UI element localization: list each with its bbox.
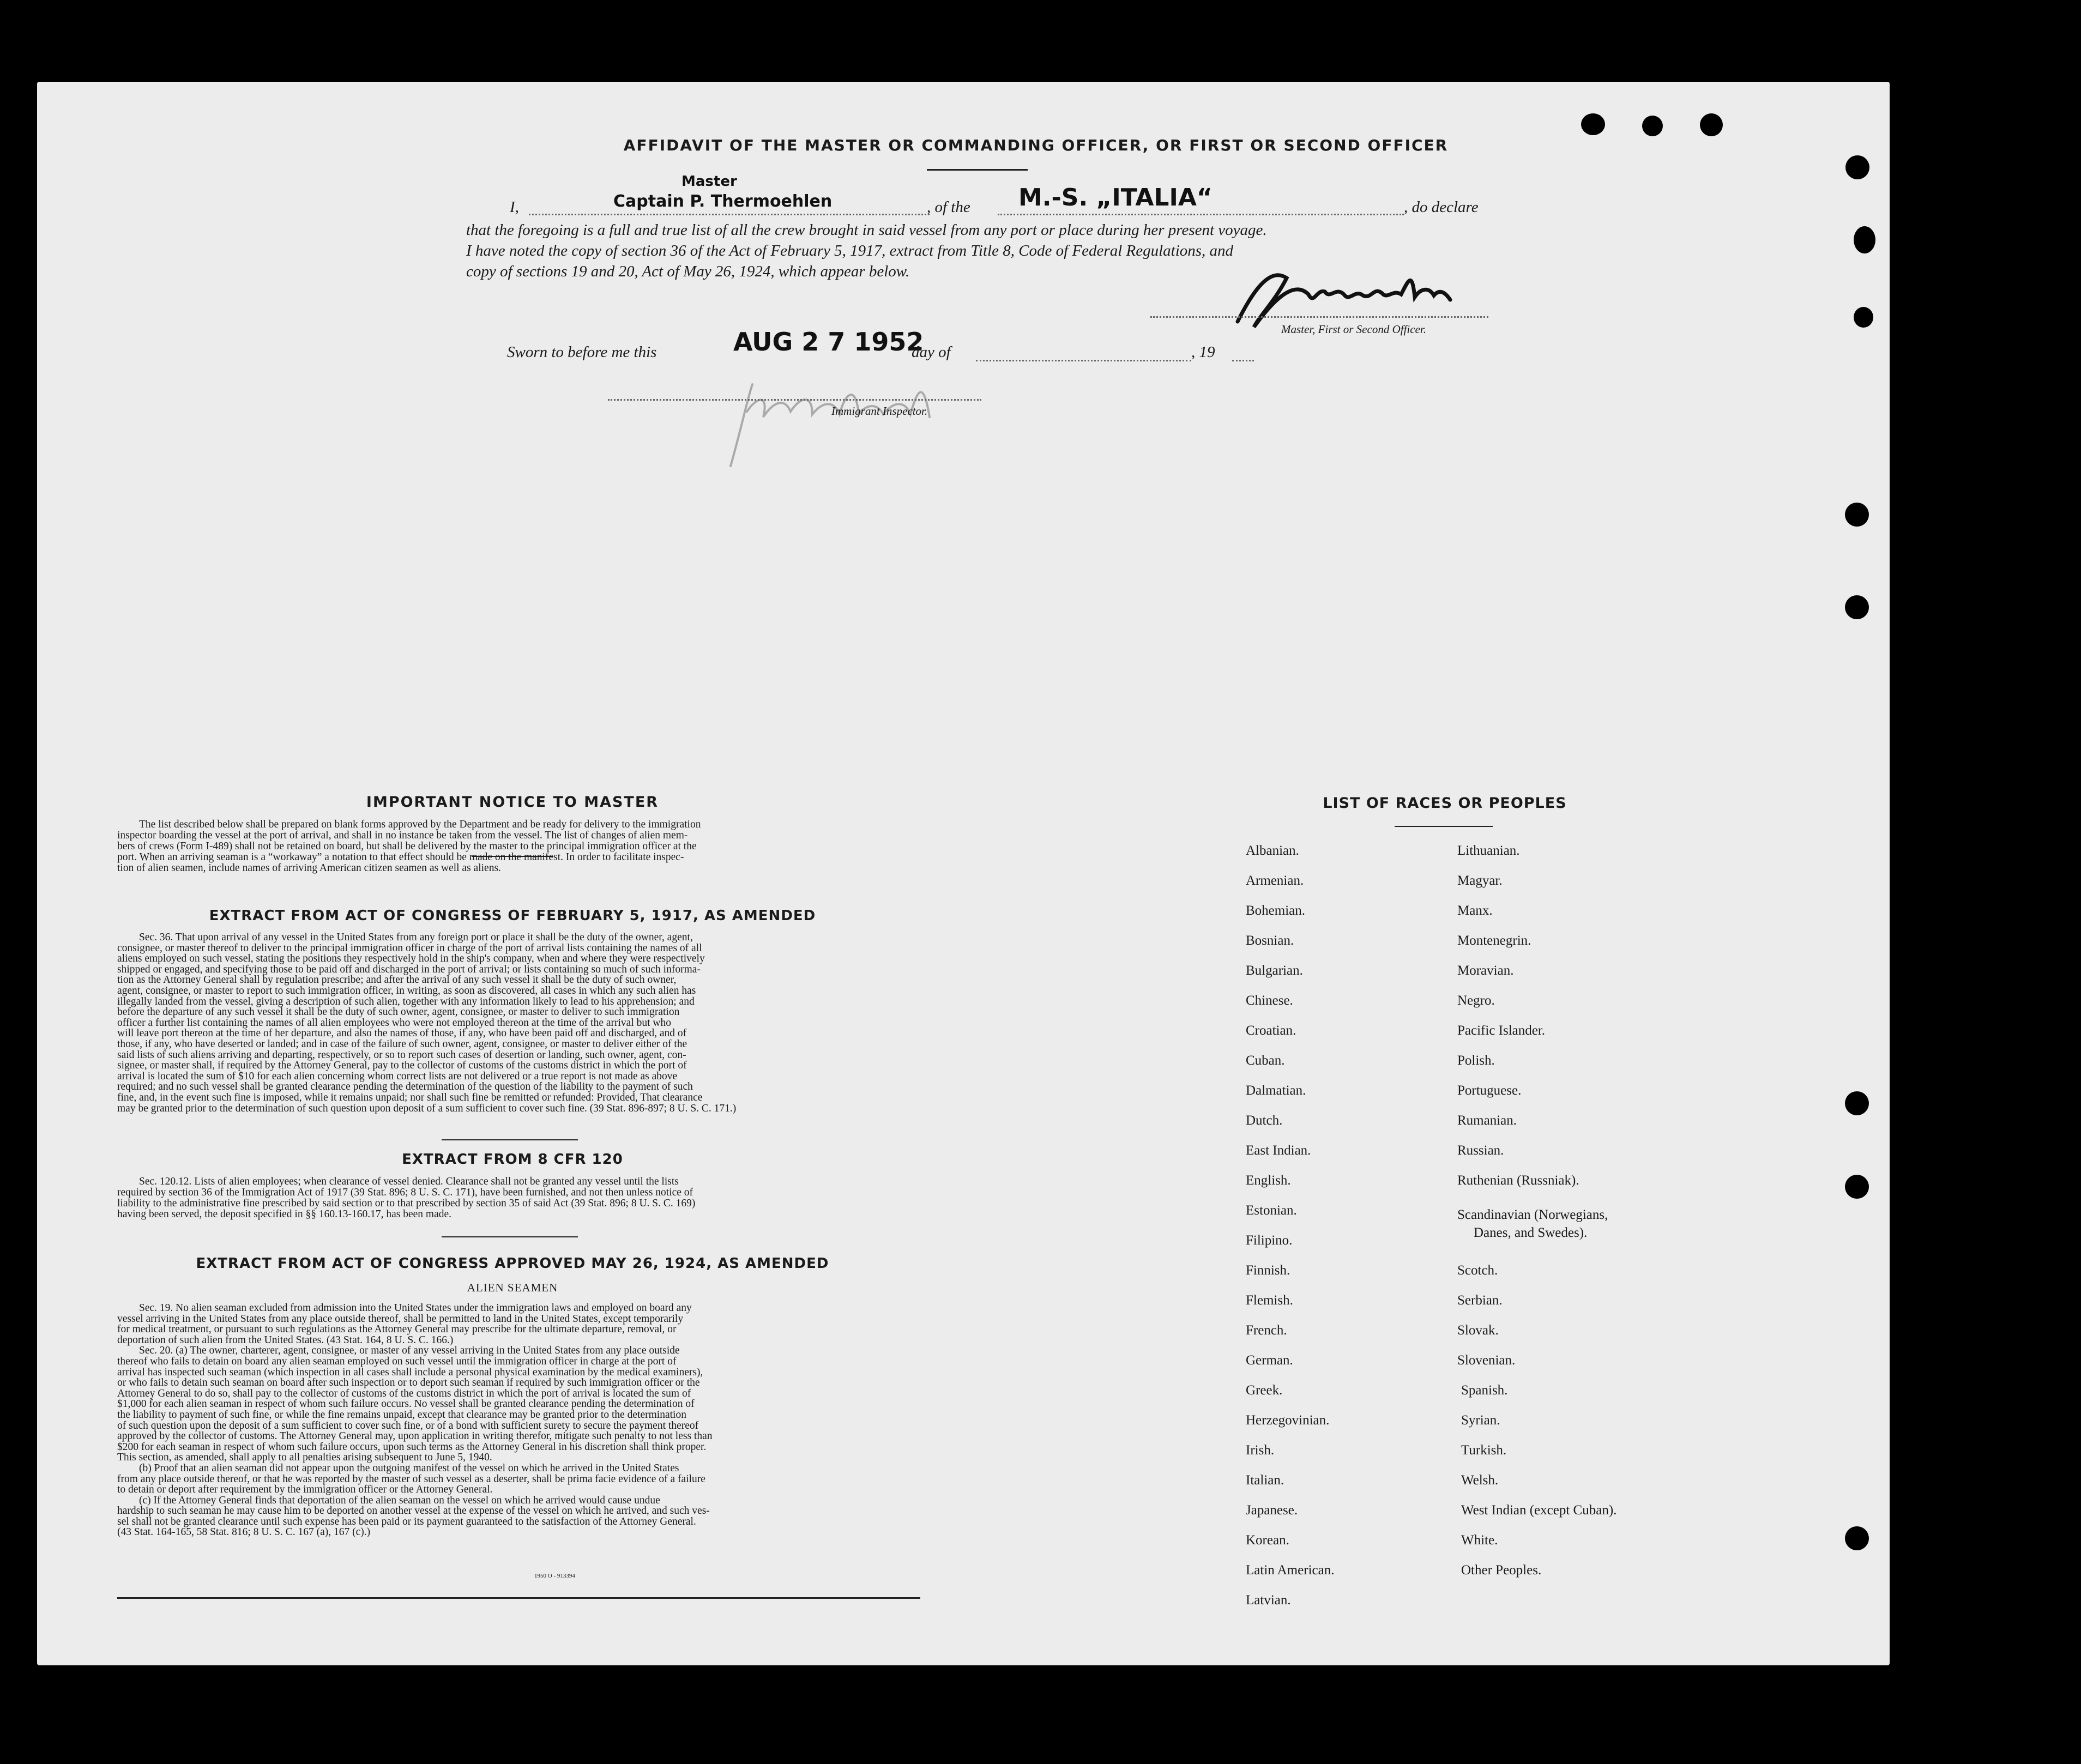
punch-hole <box>1845 595 1869 619</box>
extract-line: agent, consignee, or master to report to such immigration officer, in writing, as soon as discovered, all cases in which any such alien has <box>117 984 696 996</box>
race-item: Dutch. <box>1246 1113 1283 1128</box>
extract-line: This section, as amended, shall apply to all penalties arising subsequent to June 5, 1940. <box>117 1452 492 1464</box>
punch-hole <box>1845 1526 1869 1550</box>
extract-cfr-text <box>117 1176 919 1220</box>
year-label: , 19 <box>1191 343 1215 361</box>
signature-line <box>1150 316 1488 318</box>
month-line <box>976 360 1191 361</box>
sworn-date-stamp: AUG 2 7 1952 <box>733 327 924 357</box>
race-item: Chinese. <box>1246 993 1293 1008</box>
race-item: Slovak. <box>1457 1323 1499 1338</box>
extract-line: the liability to payment of such fine, or while the fine remains unpaid, except that clearance may be granted prior to the determination <box>117 1409 686 1421</box>
extract-line: officer a further list containing the names of all alien employees who were not employed thereon at the time of the arrival but who <box>117 1017 672 1029</box>
race-item: Magyar. <box>1457 873 1503 888</box>
race-item: Cuban. <box>1246 1053 1285 1068</box>
extract-1917-text <box>117 932 919 1114</box>
race-item: Armenian. <box>1246 873 1304 888</box>
race-item: Welsh. <box>1461 1473 1499 1488</box>
extract-1924-title: EXTRACT FROM ACT OF CONGRESS APPROVED MAY 26, 1924, AS AMENDED <box>196 1255 829 1272</box>
notice-title: IMPORTANT NOTICE TO MASTER <box>366 794 659 811</box>
ink-blot <box>1700 113 1723 136</box>
race-item: Herzegovinian. <box>1246 1413 1330 1428</box>
extract-line: (b) Proof that an alien seaman did not appear upon the outgoing manifest of the vessel on which he arrived in the United States <box>139 1462 679 1474</box>
of-the-label: , of the <box>927 198 970 216</box>
extract-line: having been served, the deposit specified in §§ 160.13-160.17, has been made. <box>117 1209 452 1220</box>
vessel-name-stamp: M.-S. „ITALIA“ <box>1018 184 1213 212</box>
race-item: Danes, and Swedes). <box>1474 1225 1588 1240</box>
year-line <box>1232 360 1254 361</box>
extract-line: fine, and, in the event such fine is imposed, while it remains unpaid; nor shall such fine be remitted or refunded: Provided, That clearance <box>117 1091 703 1103</box>
extract-line: for medical treatment, or pursuant to such regulations as the Attorney General may prescribe for the ultimate departure, removal, or <box>117 1324 677 1336</box>
race-item: Manx. <box>1457 903 1493 918</box>
extract-line: before the departure of any such vessel it shall be the duty of such owner, agent, consignee, or master to deliver to such immigration <box>117 1006 680 1018</box>
race-item: Pacific Islander. <box>1457 1023 1546 1038</box>
races-divider <box>1395 826 1493 827</box>
sworn-label: Sworn to before me this <box>507 343 657 361</box>
race-item: Slovenian. <box>1457 1353 1516 1368</box>
race-item: Ruthenian (Russniak). <box>1457 1173 1579 1188</box>
race-item: Rumanian. <box>1457 1113 1517 1128</box>
extract-line: arrival is located the sum of $10 for each alien concerning whom correct lists are not delivered or a true report is not made as above <box>117 1070 678 1082</box>
extract-line: Sec. 120.12. Lists of alien employees; when clearance of vessel denied. Clearance shall not be granted any vessel until the lists <box>139 1176 679 1187</box>
race-item: Moravian. <box>1457 963 1514 978</box>
extract-line: Sec. 19. No alien seaman excluded from admission into the United States under the immigration laws and employed on board any <box>139 1302 692 1314</box>
race-item: Russian. <box>1457 1143 1504 1158</box>
race-item: White. <box>1461 1533 1498 1548</box>
bottom-rule <box>117 1597 920 1599</box>
race-item: Dalmatian. <box>1246 1083 1306 1098</box>
extract-1924-text <box>117 1303 919 1538</box>
i-label: I, <box>510 198 519 216</box>
rank-stamp: Master <box>681 173 737 190</box>
ink-blot <box>1642 116 1663 136</box>
extract-1924-subtitle: ALIEN SEAMEN <box>467 1281 558 1294</box>
extract-1917-divider <box>442 1139 578 1140</box>
extract-line: $1,000 for each alien seaman in respect of whom such failure occurs. No vessel shall be granted clearance pending the determination of <box>117 1398 695 1410</box>
race-item: Bohemian. <box>1246 903 1306 918</box>
notice-line: inspector boarding the vessel at the port of arrival, and shall in no instance be taken from the vessel. The list of changes of alien mem- <box>117 830 688 841</box>
extract-line: hardship to such seaman he may cause him to be deported on another vessel at the expense of the vessel on which he arrived, and such ves- <box>117 1505 710 1517</box>
extract-line: illegally landed from the vessel, giving a description of such alien, together with any information likely to lead to his apprehension; and <box>117 995 695 1007</box>
race-item: Other Peoples. <box>1461 1563 1542 1578</box>
extract-line: aliens employed on such vessel, stating the positions they respectively hold in the ship's company, when and where they were respectively <box>117 953 705 965</box>
day-of-label: day of <box>912 343 951 361</box>
declaration-line-2: that the foregoing is a full and true list of all the crew brought in said vessel from any port or place during her present voyage. <box>466 221 1267 239</box>
extract-line: required by section 36 of the Immigration Act of 1917 (39 Stat. 896; 8 U. S. C. 171), have been furnished, and not then unless notice of <box>117 1187 693 1198</box>
race-item: Turkish. <box>1461 1443 1507 1458</box>
punch-hole <box>1845 503 1869 527</box>
race-item: Polish. <box>1457 1053 1495 1068</box>
extract-line: (c) If the Attorney General finds that deportation of the alien seaman on the vessel on which he arrived would cause undue <box>139 1494 660 1506</box>
inspector-caption: Immigrant Inspector. <box>831 404 928 418</box>
extract-line: consignee, or master thereof to deliver to the principal immigration officer in charge of the port of arrival lists containing the names of all <box>117 942 702 954</box>
extract-line: of such question upon the deposit of a sum sufficient to cover such fine, or of a bond with sufficient surety to secure the payment thereof <box>117 1419 699 1431</box>
notice-line: port. When an arriving seaman is a “workaway” a notation to that effect should be made on the manifest. In order to facilitate inspec- <box>117 851 684 863</box>
race-item: Montenegrin. <box>1457 933 1531 948</box>
extract-cfr-divider <box>442 1236 578 1237</box>
extract-line: deportation of such alien from the United States. (43 Stat. 164, 8 U. S. C. 166.) <box>117 1334 454 1346</box>
master-name-stamp: Captain P. Thermoehlen <box>613 192 833 211</box>
race-item: Spanish. <box>1461 1383 1508 1398</box>
race-item: German. <box>1246 1353 1293 1368</box>
declaration-line-3: I have noted the copy of section 36 of the Act of February 5, 1917, extract from Title 8, Code of Federal Regulations, and <box>466 242 1234 259</box>
punch-hole <box>1845 1175 1869 1199</box>
extract-line: said lists of such aliens arriving and departing, respectively, or so to report such cases of desertion or landing, such owner, agent, con- <box>117 1049 686 1061</box>
notice-text <box>117 819 919 874</box>
extract-line: required; and no such vessel shall be granted clearance pending the determination of the question of the liability to the payment of such <box>117 1081 693 1093</box>
punch-hole <box>1854 307 1873 328</box>
race-item: Syrian. <box>1461 1413 1500 1428</box>
race-item: Scotch. <box>1457 1263 1498 1278</box>
race-item: Finnish. <box>1246 1263 1290 1278</box>
race-item: Latvian. <box>1246 1593 1291 1608</box>
notice-line: bers of crews (Form I-489) shall not be retained on board, but shall be delivered by the master to the principal immigration officer at the <box>117 841 697 852</box>
race-item: East Indian. <box>1246 1143 1311 1158</box>
notice-line: The list described below shall be prepared on blank forms approved by the Department and be ready for delivery to the immigration <box>139 819 701 830</box>
extract-line: approved by the collector of customs. The Attorney General may, upon application in writing therefor, mitigate such penalty to not less than <box>117 1430 713 1442</box>
race-item: Serbian. <box>1457 1293 1503 1308</box>
race-item: Flemish. <box>1246 1293 1293 1308</box>
extract-line: (43 Stat. 164-165, 58 Stat. 816; 8 U. S. C. 167 (a), 167 (c).) <box>117 1526 371 1538</box>
extract-line: Sec. 20. (a) The owner, charterer, agent, consignee, or master of any vessel arriving in the United States from any place outside <box>139 1345 680 1357</box>
race-item: Portuguese. <box>1457 1083 1522 1098</box>
race-item: Scandinavian (Norwegians, <box>1457 1207 1608 1222</box>
race-item: Irish. <box>1246 1443 1275 1458</box>
race-item: Bosnian. <box>1246 933 1294 948</box>
ink-blot <box>1581 113 1605 135</box>
print-code: 1950 O - 913394 <box>534 1573 575 1579</box>
race-item: Estonian. <box>1246 1203 1297 1218</box>
race-item: Japanese. <box>1246 1503 1298 1518</box>
extract-line: Attorney General to do so, shall pay to the collector of customs of the customs district in which the port of arrival is located the sum of <box>117 1387 691 1399</box>
inspector-line <box>608 399 981 401</box>
extract-line: vessel arriving in the United States from any place outside thereof, shall be permitted to land in the United States, except temporarily <box>117 1313 684 1325</box>
punch-hole <box>1845 155 1869 179</box>
extract-line: Sec. 36. That upon arrival of any vessel in the United States from any foreign port or place it shall be the duty of the owner, agent, <box>139 932 693 943</box>
extract-line: sel shall not be granted clearance until such expense has been paid or its payment guaranteed to the satisfaction of the Attorney General. <box>117 1515 696 1527</box>
punch-hole <box>1854 226 1875 253</box>
declaration-line-4: copy of sections 19 and 20, Act of May 26, 1924, which appear below. <box>466 263 910 280</box>
extract-line: liability to the administrative fine prescribed by said section or to that prescribed by section 35 of said Act (39 Stat. 896; 8 U. S. C. 169) <box>117 1198 696 1209</box>
extract-line: may be granted prior to the determination of such question upon deposit of a sum sufficient to cover such fine. (39 Stat. 896-897; 8 U. S. C. 171.) <box>117 1102 737 1114</box>
extract-line: to detain or deport after requirement by the immigration officer or the Attorney General. <box>117 1484 493 1496</box>
notice-line: tion of alien seamen, include names of arriving American citizen seamen as well as aliens. <box>117 862 501 874</box>
extract-line: will leave port thereon at the time of her departure, and also the names of those, if any, who have been paid off and discharged, and of <box>117 1028 687 1040</box>
race-item: West Indian (except Cuban). <box>1461 1503 1617 1518</box>
race-item: French. <box>1246 1323 1287 1338</box>
extract-line: shipped or engaged, and specifying those to be paid off and discharged in the port of arrival; or lists containing so much of such informa- <box>117 963 701 975</box>
extract-line: $200 for each seaman in respect of whom such failure occurs, upon such terms as the Attorney General in his discretion shall think proper. <box>117 1441 707 1453</box>
extract-line: thereof who fails to detain on board any alien seaman employed on such vessel until the immigration officer in charge at the port of <box>117 1355 677 1367</box>
extract-line: arrival has inspected such seaman (which inspection in all cases shall include a personal physical examination by the medical examiners), <box>117 1366 703 1378</box>
signature-caption: Master, First or Second Officer. <box>1281 323 1426 336</box>
race-item: Latin American. <box>1246 1563 1335 1578</box>
race-item: Bulgarian. <box>1246 963 1303 978</box>
do-declare-label: , do declare <box>1404 198 1479 216</box>
race-item: Italian. <box>1246 1473 1284 1488</box>
extract-line: those, if any, who have deserted or landed; and in case of the failure of such owner, agent, consignee, or master to deliver either of the <box>117 1038 687 1050</box>
race-item: Negro. <box>1457 993 1495 1008</box>
vessel-line <box>998 214 1404 215</box>
races-title: LIST OF RACES OR PEOPLES <box>1323 795 1567 812</box>
race-item: Lithuanian. <box>1457 843 1520 858</box>
title-underline <box>927 169 1028 171</box>
affidavit-title: AFFIDAVIT OF THE MASTER OR COMMANDING OFFICER, OR FIRST OR SECOND OFFICER <box>623 136 1449 154</box>
race-item: Korean. <box>1246 1533 1289 1548</box>
race-item: Greek. <box>1246 1383 1283 1398</box>
race-item: Filipino. <box>1246 1233 1293 1248</box>
name-line <box>529 214 930 215</box>
extract-line: tion as the Attorney General shall by regulation prescribe; and after the arrival of any such vessel it shall be the duty of such owner, <box>117 974 677 986</box>
race-item: Albanian. <box>1246 843 1299 858</box>
extract-line: from any place outside thereof, or that he was reported by the master of such vessel as a deserter, shall be prima facie evidence of a failure <box>117 1473 705 1485</box>
extract-line: signee, or master shall, if required by the Attorney General, pay to the collector of customs of the customs district in which the port of <box>117 1060 687 1072</box>
extract-cfr-title: EXTRACT FROM 8 CFR 120 <box>402 1151 623 1168</box>
race-item: Croatian. <box>1246 1023 1296 1038</box>
extract-1917-title: EXTRACT FROM ACT OF CONGRESS OF FEBRUARY 5, 1917, AS AMENDED <box>209 908 816 924</box>
extract-line: or who fails to detain such seaman on board after such inspection or to deport such seaman if required by such immigration officer or the <box>117 1377 700 1389</box>
race-item: English. <box>1246 1173 1291 1188</box>
punch-hole <box>1845 1091 1869 1115</box>
